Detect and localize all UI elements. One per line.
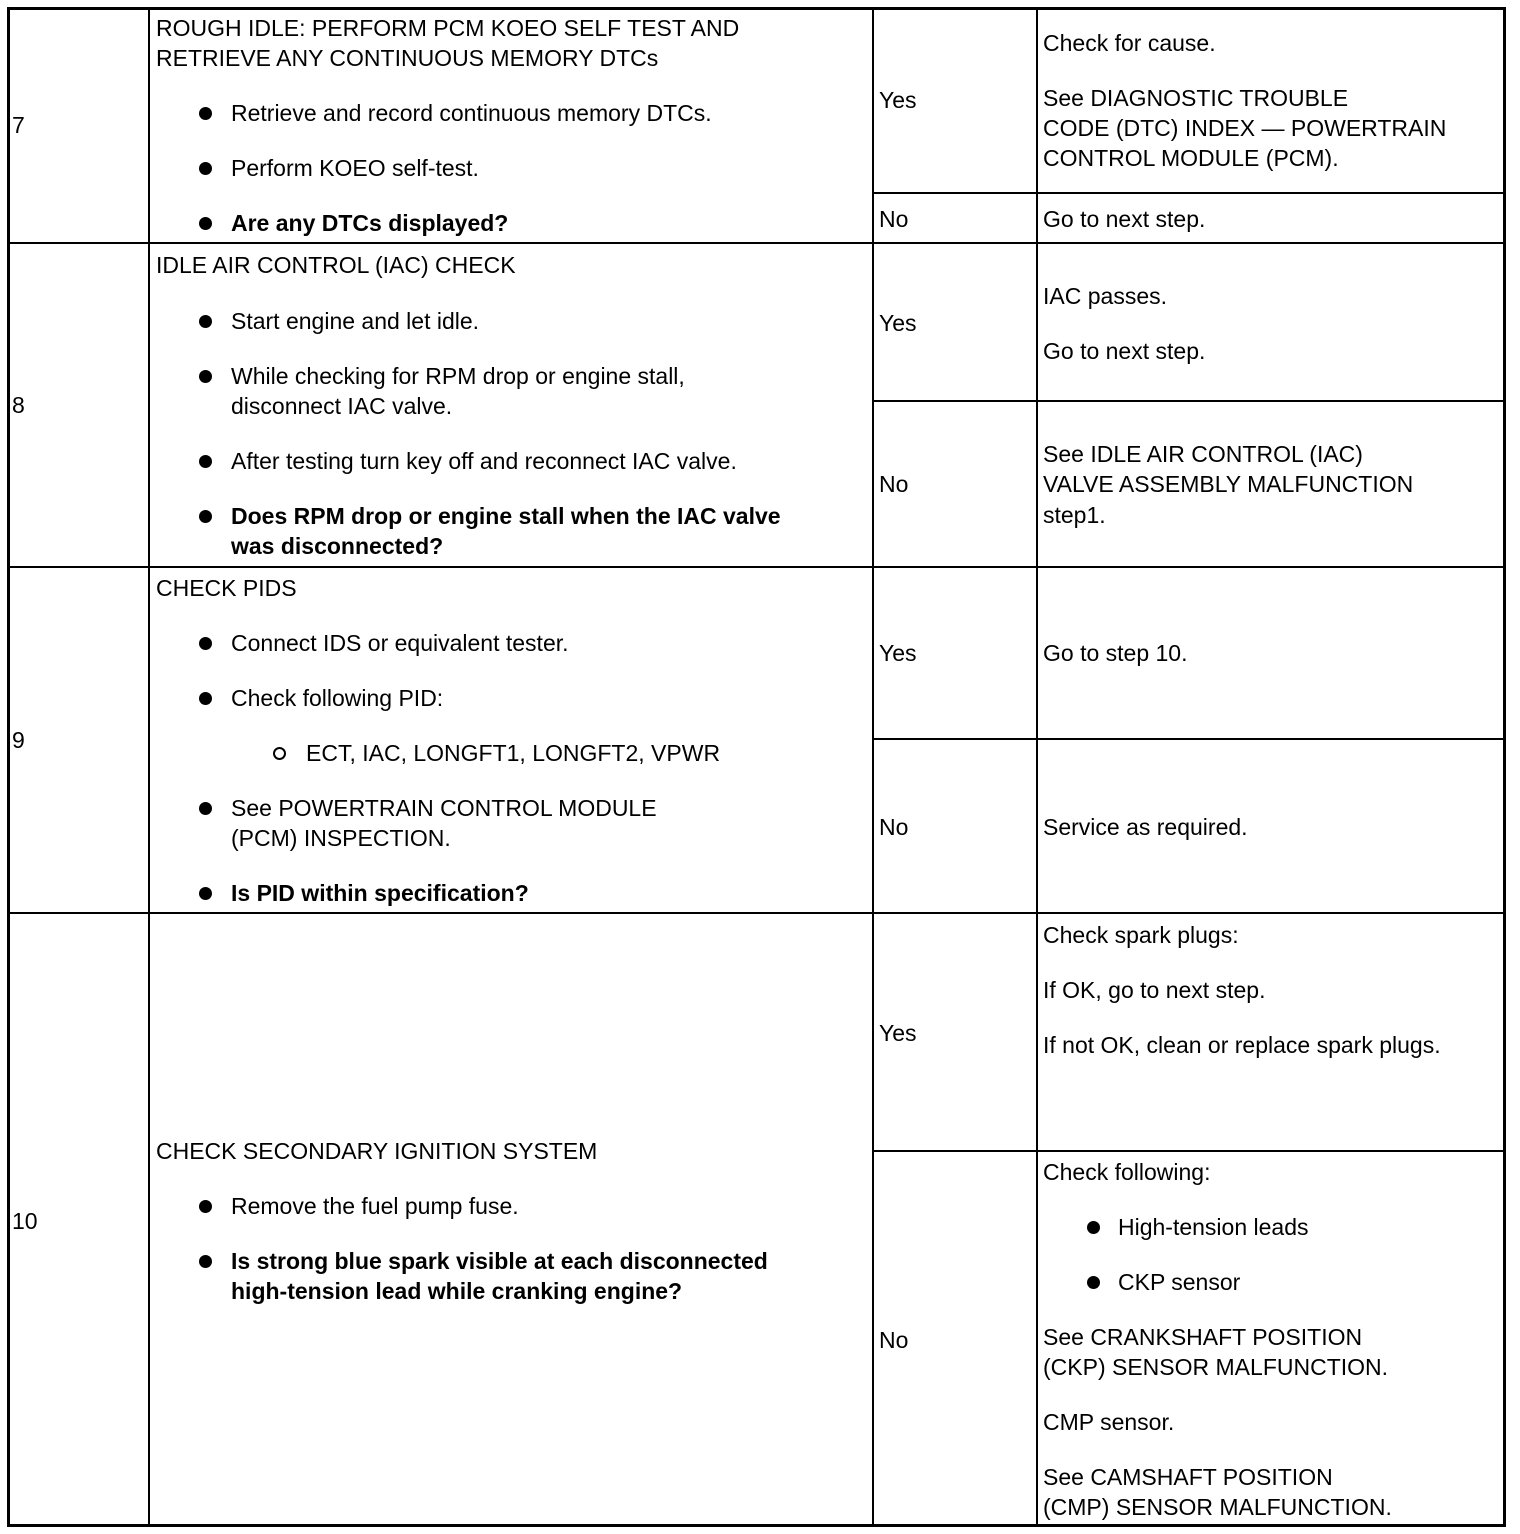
instruction: Remove the fuel pump fuse. [231, 1193, 519, 1219]
bullet-icon [199, 315, 212, 328]
action-text: See DIAGNOSTIC TROUBLE [1043, 85, 1349, 111]
question: was disconnected? [231, 533, 444, 559]
instruction: ECT, IAC, LONGFT1, LONGFT2, VPWR [306, 740, 721, 766]
action-text: Check following: [1043, 1159, 1211, 1185]
bullet-icon [199, 510, 212, 523]
action-item: CKP sensor [1118, 1269, 1241, 1295]
bullet-icon [199, 1200, 212, 1213]
action-text: IAC passes. [1043, 283, 1167, 309]
action-text: See CAMSHAFT POSITION [1043, 1464, 1333, 1490]
action-text: (CMP) SENSOR MALFUNCTION. [1043, 1494, 1392, 1520]
action-text: Check spark plugs: [1043, 922, 1239, 948]
step-number: 9 [12, 727, 25, 753]
bullet-icon [199, 370, 212, 383]
instruction: While checking for RPM drop or engine stall, [231, 363, 685, 389]
question: Does RPM drop or engine stall when the IAC valve [231, 503, 781, 529]
action-text: step1. [1043, 502, 1106, 528]
action-text: Service as required. [1043, 814, 1248, 840]
instruction: See POWERTRAIN CONTROL MODULE [231, 795, 657, 821]
bullet-icon [199, 162, 212, 175]
action-text: (CKP) SENSOR MALFUNCTION. [1043, 1354, 1389, 1380]
bullet-icon [199, 887, 212, 900]
step-number: 10 [12, 1208, 38, 1234]
question: high-tension lead while cranking engine? [231, 1278, 683, 1304]
bullet-icon [199, 637, 212, 650]
instruction: disconnect IAC valve. [231, 393, 453, 419]
step-title: CHECK SECONDARY IGNITION SYSTEM [156, 1138, 598, 1164]
column-divider [148, 7, 150, 1527]
action-text: Go to next step. [1043, 338, 1206, 364]
yes-no-divider [873, 400, 1506, 402]
action-text: Go to next step. [1043, 206, 1206, 232]
column-divider [872, 7, 874, 1527]
yes-no-divider [873, 1150, 1506, 1152]
step-title: CHECK PIDS [156, 575, 297, 601]
bullet-icon [1087, 1276, 1100, 1289]
step-number: 8 [12, 392, 25, 418]
action-text: CONTROL MODULE (PCM). [1043, 145, 1339, 171]
bullet-icon [199, 802, 212, 815]
instruction: Connect IDS or equivalent tester. [231, 630, 569, 656]
instruction: After testing turn key off and reconnect IAC valve. [231, 448, 737, 474]
action-text: See CRANKSHAFT POSITION [1043, 1324, 1363, 1350]
row-divider [7, 912, 1506, 914]
yes-label: Yes [879, 87, 917, 113]
action-text: If OK, go to next step. [1043, 977, 1266, 1003]
instruction: Perform KOEO self-test. [231, 155, 479, 181]
yes-label: Yes [879, 1020, 917, 1046]
question: Are any DTCs displayed? [231, 210, 509, 236]
instruction: (PCM) INSPECTION. [231, 825, 451, 851]
no-label: No [879, 814, 909, 840]
instruction: Retrieve and record continuous memory DTCs. [231, 100, 712, 126]
bullet-icon [199, 107, 212, 120]
action-text: CMP sensor. [1043, 1409, 1175, 1435]
action-text: See IDLE AIR CONTROL (IAC) [1043, 441, 1363, 467]
row-divider [7, 566, 1506, 568]
action-text: If not OK, clean or replace spark plugs. [1043, 1032, 1441, 1058]
no-label: No [879, 471, 909, 497]
action-item: High-tension leads [1118, 1214, 1309, 1240]
step-number: 7 [12, 112, 25, 138]
step-title: RETRIEVE ANY CONTINUOUS MEMORY DTCs [156, 45, 659, 71]
bullet-icon [199, 455, 212, 468]
no-label: No [879, 206, 909, 232]
question: Is PID within specification? [231, 880, 529, 906]
instruction: Check following PID: [231, 685, 444, 711]
instruction: Start engine and let idle. [231, 308, 480, 334]
yes-no-divider [873, 192, 1506, 194]
sub-bullet-icon [273, 747, 286, 760]
bullet-icon [1087, 1221, 1100, 1234]
yes-label: Yes [879, 640, 917, 666]
step-title: IDLE AIR CONTROL (IAC) CHECK [156, 252, 516, 278]
action-text: VALVE ASSEMBLY MALFUNCTION [1043, 471, 1414, 497]
step-title: ROUGH IDLE: PERFORM PCM KOEO SELF TEST AND [156, 15, 740, 41]
no-label: No [879, 1327, 909, 1353]
question: Is strong blue spark visible at each disconnected [231, 1248, 768, 1274]
bullet-icon [199, 692, 212, 705]
action-text: CODE (DTC) INDEX — POWERTRAIN [1043, 115, 1447, 141]
bullet-icon [199, 1255, 212, 1268]
bullet-icon [199, 217, 212, 230]
column-divider [1036, 7, 1038, 1527]
action-text: Go to step 10. [1043, 640, 1188, 666]
action-text: Check for cause. [1043, 30, 1216, 56]
row-divider [7, 242, 1506, 244]
yes-no-divider [873, 738, 1506, 740]
yes-label: Yes [879, 310, 917, 336]
